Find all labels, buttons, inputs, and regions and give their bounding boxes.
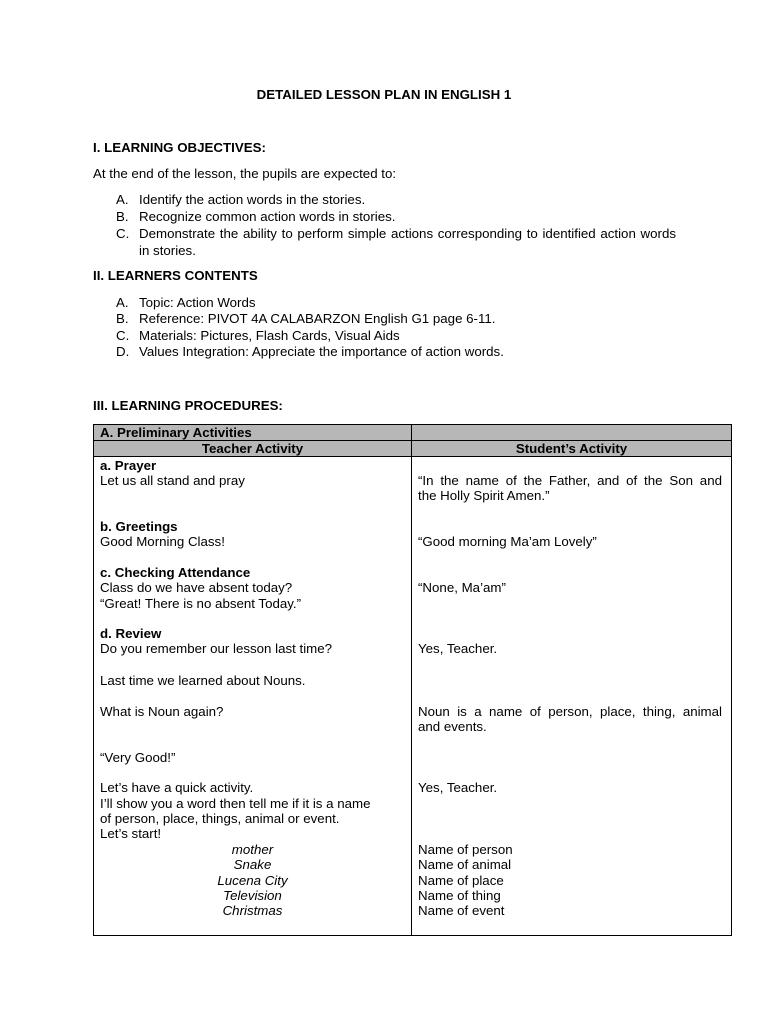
answer-item: Name of person: [418, 842, 513, 857]
answer-item: Name of thing: [418, 888, 501, 903]
review-heading: d. Review: [100, 626, 162, 641]
activity-word: Television: [223, 888, 282, 903]
prayer-response: the Holly Spirit Amen.”: [418, 488, 550, 503]
content-item: [116, 344, 676, 361]
list-marker: A.: [116, 295, 129, 310]
review-text: Last time we learned about Nouns.: [100, 673, 306, 688]
attendance-text: “Great! There is no absent Today.”: [100, 596, 302, 611]
contents-heading: II. LEARNERS CONTENTS: [93, 268, 258, 283]
answer-item: Name of animal: [418, 857, 512, 872]
list-marker: B.: [116, 311, 129, 326]
review-text: What is Noun again?: [100, 704, 224, 719]
prayer-text: Let us all stand and pray: [100, 473, 245, 488]
prayer-heading: a. Prayer: [100, 458, 157, 473]
attendance-text: Class do we have absent today?: [100, 580, 293, 595]
section-header: A. Preliminary Activities: [94, 425, 412, 441]
procedures-table: [93, 424, 732, 936]
content-text: Values Integration: Appreciate the importance of action words.: [139, 344, 504, 359]
greetings-response: “Good morning Ma’am Lovely”: [418, 534, 597, 549]
list-marker: D.: [116, 344, 130, 359]
activity-word: mother: [231, 842, 274, 857]
teacher-activity-header: Teacher Activity: [94, 441, 412, 457]
objective-text: Identify the action words in the stories.: [139, 192, 366, 207]
answer-item: Name of event: [418, 903, 505, 918]
activity-word: Lucena City: [217, 873, 288, 888]
document-title: DETAILED LESSON PLAN IN ENGLISH 1: [256, 87, 512, 102]
list-marker: A.: [116, 192, 129, 207]
greetings-text: Good Morning Class!: [100, 534, 225, 549]
list-marker: C.: [116, 226, 130, 241]
activity-word: Snake: [233, 857, 272, 872]
activity-text: Let’s have a quick activity.: [100, 780, 254, 795]
objectives-intro: At the end of the lesson, the pupils are expected to:: [93, 166, 397, 181]
teacher-column: [94, 457, 412, 936]
noun-response: Noun is a name of person, place, thing, animal: [418, 704, 722, 719]
objective-item: [116, 192, 676, 209]
review-text: Do you remember our lesson last time?: [100, 641, 333, 656]
attendance-heading: c. Checking Attendance: [100, 565, 251, 580]
review-response: Yes, Teacher.: [418, 641, 498, 656]
prayer-response: “In the name of the Father, and of the Son and: [418, 473, 722, 488]
section-header-blank: [412, 425, 732, 441]
content-text: Reference: PIVOT 4A CALABARZON English G1 page 6-11.: [139, 311, 496, 326]
answer-item: Name of place: [418, 873, 504, 888]
objective-item: [116, 226, 676, 260]
objective-item: [116, 209, 676, 226]
activity-text: Let’s start!: [100, 826, 162, 841]
content-item: [116, 328, 676, 345]
attendance-response: “None, Ma’am”: [418, 580, 506, 595]
content-text: Materials: Pictures, Flash Cards, Visual Aids: [139, 328, 400, 343]
noun-response: and events.: [418, 719, 487, 734]
activity-text: of person, place, things, animal or event.: [100, 811, 340, 826]
activity-word: Christmas: [222, 903, 283, 918]
review-text: “Very Good!”: [100, 750, 176, 765]
greetings-heading: b. Greetings: [100, 519, 178, 534]
content-text: Topic: Action Words: [139, 295, 256, 310]
procedures-heading: III. LEARNING PROCEDURES:: [93, 398, 283, 413]
content-item: [116, 311, 676, 328]
activity-response: Yes, Teacher.: [418, 780, 498, 795]
objective-text: Recognize common action words in stories.: [139, 209, 396, 224]
student-column: [412, 457, 732, 936]
student-activity-header: Student’s Activity: [412, 441, 732, 457]
list-marker: C.: [116, 328, 130, 343]
objective-text: Demonstrate the ability to perform simple actions corresponding to identified action words in stories.: [139, 226, 676, 258]
content-item: [116, 295, 676, 312]
list-marker: B.: [116, 209, 129, 224]
objectives-heading: I. LEARNING OBJECTIVES:: [93, 140, 266, 155]
activity-text: I’ll show you a word then tell me if it is a name: [100, 796, 371, 811]
